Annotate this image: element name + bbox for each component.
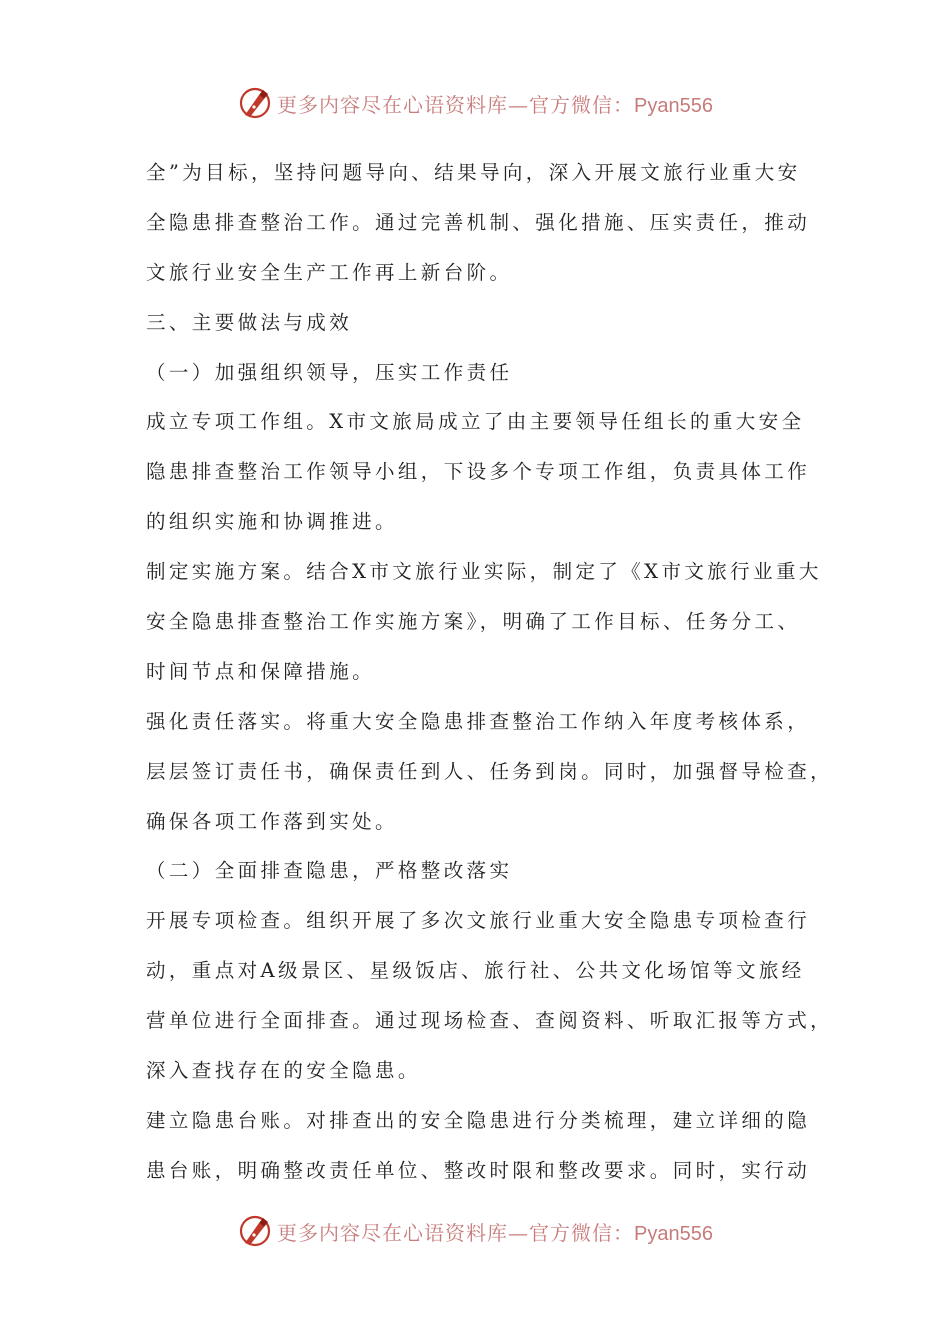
text-line: 隐患排查整治工作领导小组，下设多个专项工作组，负责具体工作 <box>146 460 811 484</box>
text-line: 开展专项检查。组织开展了多次文旅行业重大安全隐患专项检查行 <box>146 909 811 933</box>
text-line: 全隐患排查整治工作。通过完善机制、强化措施、压实责任，推动 <box>146 210 811 234</box>
section-heading: 三、主要做法与成效 <box>146 310 353 334</box>
watermark-text: 更多内容尽在心语资料库—官方微信：Pyan556 <box>277 92 713 117</box>
subsection-heading: （二）全面排查隐患，严格整改落实 <box>146 859 513 883</box>
pen-nib-circle-logo <box>237 1213 273 1249</box>
text-line: 确保各项工作落到实处。 <box>146 809 398 833</box>
pen-nib-circle-logo <box>237 85 273 121</box>
text-line: 成立专项工作组。X市文旅局成立了由主要领导任组长的重大安全 <box>146 410 805 434</box>
text-line: 营单位进行全面排查。通过现场检查、查阅资料、听取汇报等方式， <box>146 1009 834 1033</box>
text-line: 强化责任落实。将重大安全隐患排查整治工作纳入年度考核体系， <box>146 709 811 733</box>
subsection-heading: （一）加强组织领导，压实工作责任 <box>146 360 513 384</box>
text-line: 动，重点对A级景区、星级饭店、旅行社、公共文化场馆等文旅经 <box>146 959 805 983</box>
text-line: 层层签订责任书，确保责任到人、任务到岗。同时，加强督导检查， <box>146 759 834 783</box>
watermark-text: 更多内容尽在心语资料库—官方微信：Pyan556 <box>277 1220 713 1245</box>
watermark-footer <box>0 1211 950 1251</box>
text-line: 患台账，明确整改责任单位、整改时限和整改要求。同时，实行动 <box>146 1158 811 1182</box>
text-line: 制定实施方案。结合X市文旅行业实际，制定了《X市文旅行业重大 <box>146 560 822 584</box>
text-line: 全”为目标，坚持问题导向、结果导向，深入开展文旅行业重大安 <box>146 161 801 184</box>
document-body <box>146 148 834 1196</box>
text-line: 时间节点和保障措施。 <box>146 659 376 683</box>
watermark-header <box>0 83 950 123</box>
text-line: 安全隐患排查整治工作实施方案》，明确了工作目标、任务分工、 <box>146 610 801 634</box>
text-line: 建立隐患台账。对排查出的安全隐患进行分类梳理，建立详细的隐 <box>146 1108 811 1132</box>
text-line: 文旅行业安全生产工作再上新台阶。 <box>146 260 513 284</box>
text-line: 的组织实施和协调推进。 <box>146 510 398 534</box>
text-line: 深入查找存在的安全隐患。 <box>146 1059 421 1083</box>
